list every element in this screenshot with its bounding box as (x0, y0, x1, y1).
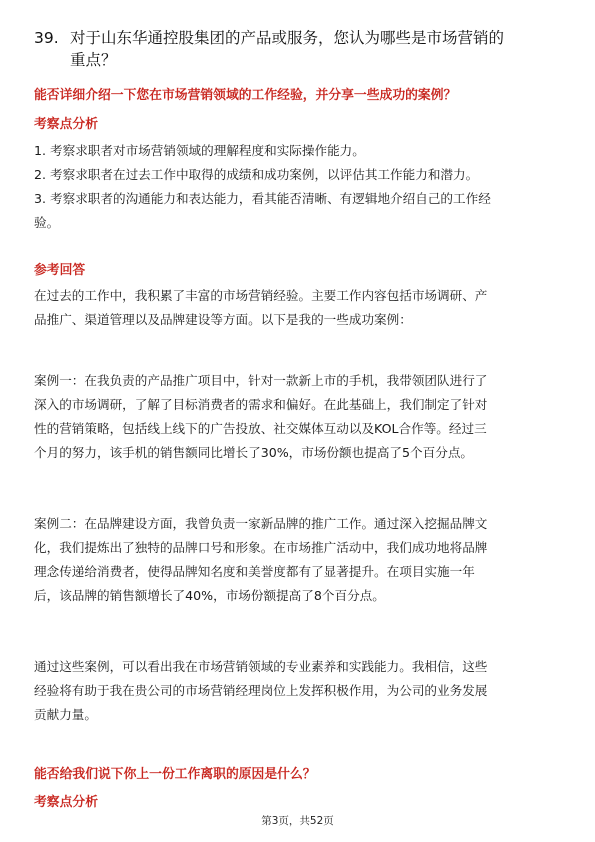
question-title-line1: 对于山东华通控股集团的产品或服务，您认为哪些是市场营销的 (70, 29, 505, 47)
conclusion-line: 贡献力量。 (34, 707, 97, 722)
answer-heading: 参考回答 (34, 263, 86, 278)
page-footer: 第3页，共52页 (261, 815, 334, 827)
case-line: 理念传递给消费者，使得品牌知名度和美誉度都有了显著提升。在项目实施一年 (34, 564, 475, 579)
analysis-item: 3. 考察求职者的沟通能力和表达能力，看其能否清晰、有逻辑地介绍自己的工作经 (34, 191, 491, 206)
analysis-item: 验。 (34, 215, 60, 230)
analysis-heading: 考察点分析 (34, 117, 98, 132)
analysis-heading-2: 考察点分析 (34, 795, 98, 810)
case-line: 化，我们提炼出了独特的品牌口号和形象。在市场推广活动中，我们成功地将品牌 (34, 540, 488, 555)
conclusion-line: 经验将有助于我在贵公司的市场营销经理岗位上发挥积极作用，为公司的业务发展 (34, 683, 488, 698)
analysis-item: 1. 考察求职者对市场营销领域的理解程度和实际操作能力。 (34, 143, 365, 158)
question-title-line2: 重点？ (70, 51, 117, 69)
case-line: 个月的努力，该手机的销售额同比增长了30%，市场份额也提高了5个百分点。 (34, 445, 474, 460)
case-line: 深入的市场调研，了解了目标消费者的需求和偏好。在此基础上，我们制定了针对 (34, 397, 488, 412)
answer-line: 品推广、渠道管理以及品牌建设等方面。以下是我的一些成功案例： (34, 312, 412, 327)
sub-question-leaving: 能否给我们说下你上一份工作离职的原因是什么？ (34, 767, 316, 782)
case-line: 案例二：在品牌建设方面，我曾负责一家新品牌的推广工作。通过深入挖掘品牌文 (34, 516, 488, 531)
analysis-list (34, 139, 564, 235)
answer-line: 在过去的工作中，我积累了丰富的市场营销经验。主要工作内容包括市场调研、产 (34, 288, 488, 303)
case-one (34, 369, 564, 465)
question-title (34, 27, 564, 71)
conclusion-line: 通过这些案例，可以看出我在市场营销领域的专业素养和实践能力。我相信，这些 (34, 659, 488, 674)
question-number: 39. (34, 29, 59, 47)
analysis-item: 2. 考察求职者在过去工作中取得的成绩和成功案例，以评估其工作能力和潜力。 (34, 167, 479, 182)
case-two (34, 512, 564, 608)
case-line: 后，该品牌的销售额增长了40%，市场份额提高了8个百分点。 (34, 588, 385, 603)
sub-question-experience: 能否详细介绍一下您在市场营销领域的工作经验，并分享一些成功的案例？ (34, 88, 457, 103)
case-line: 性的营销策略，包括线上线下的广告投放、社交媒体互动以及KOL合作等。经过三 (34, 421, 487, 436)
conclusion (34, 655, 564, 727)
answer-intro (34, 284, 564, 332)
case-line: 案例一：在我负责的产品推广项目中，针对一款新上市的手机，我带领团队进行了 (34, 373, 488, 388)
